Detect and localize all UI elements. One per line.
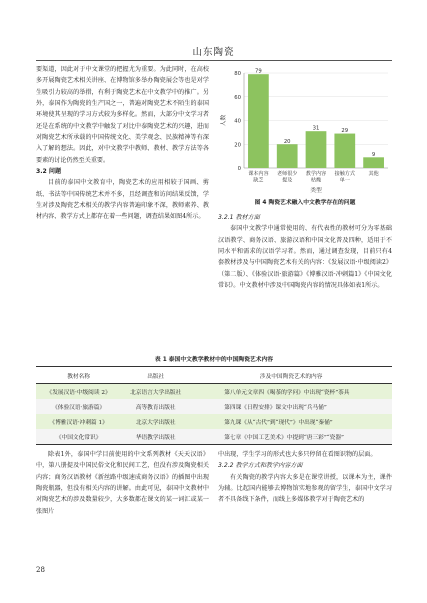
paragraph: 有关陶瓷的教学内容大多是在课堂讲授，以课本为主，课件为辅。比起国内能够去博物馆实地参观的留学生，泰国中文学习者不具备线下条件，而线上多媒体教学对于陶瓷艺术的 xyxy=(218,473,392,504)
table-row xyxy=(36,384,392,400)
data-label: 31 xyxy=(312,125,320,132)
x-tick-label: 其他 xyxy=(368,171,379,177)
left-column-top xyxy=(36,64,209,223)
y-tick-label: 0 xyxy=(237,166,241,172)
table-row xyxy=(36,429,392,445)
y-tick-label: 60 xyxy=(234,94,241,101)
x-tick-label: 教学内容 xyxy=(305,171,327,177)
paragraph: 目前的泰国中文教育中，陶瓷艺术的应用相较于国画、剪纸、书法等中国传统艺术并不多，且经调查和访问结果反馈，学生对涉及陶瓷艺术相关的教学内容普遍印象不深，教师素养、教材内容、教学方式上都存在着一些问题，调查结果如图4所示。 xyxy=(36,179,209,221)
bar xyxy=(334,134,355,168)
section-heading-3-2-1: 3.2.1 教材方面 xyxy=(218,214,260,221)
table-cell: 第七章《中国工艺美术》中提到“唐三彩”“瓷器” xyxy=(190,429,392,445)
x-tick-label: 老师很少 xyxy=(277,171,298,177)
table-caption: 表 1 泰国中文教学教材中的中国陶瓷艺术内容 xyxy=(154,357,274,363)
paragraph: 泰国中文教学中通常使用的、有代表性的教材可分为零基础汉语教学、商务汉语、旅游汉语和中国文化普及四种，适用于不同水平和需求的汉语学习者。然而，通过调查发现，目前只有4套教材涉及与中国陶瓷艺术有关的内容：《发展汉语·中级阅读2》（第二版）、《体验汉语·旅游篇》《博雅汉语·冲刺篇1》《中国文化常识》。中文教材中涉及中国陶瓷内容的情况具体如表1所示。 xyxy=(218,225,392,290)
bar-chart xyxy=(218,65,392,195)
paragraph: 要渠道，因此对于中文课堂的把握尤为重要。为此同时，在高校多开展陶瓷艺术相关讲座、在博物馆多举办陶瓷展会等也是对学生吸引力较高的举措，有利于陶瓷艺术在中文教学中的推广。另外，泰国作为陶瓷的生产国之一，普遍对陶瓷艺术不陌生的泰国环境使其呈现的学习方式较为多样化。然而，大部分中文学习者还是在系统的中文教学中触发了对比中泰陶瓷艺术的兴趣，进而对陶瓷艺术所承载的中国传统文化、美学观念、民族精神等有深入了解的想法。因此，对中文教学中教师、教材、教学方法等各要素的讨论仍然至关重要。 xyxy=(36,66,209,164)
y-tick-label: 40 xyxy=(234,118,241,125)
table-cell: 第八单元文章四《喝茶的学问》中出现“瓷杯”茶具 xyxy=(190,384,392,400)
table-row xyxy=(36,414,392,429)
x-tick-label: 提及 xyxy=(282,177,293,184)
running-header: 山东陶瓷 xyxy=(192,47,235,58)
y-tick-label: 80 xyxy=(234,71,241,77)
x-tick-label: 接触方式 xyxy=(334,171,355,177)
data-label: 20 xyxy=(283,138,291,145)
table-cell: 《体验汉语·旅游篇》 xyxy=(36,399,121,414)
x-tick-label: 缺乏 xyxy=(253,177,264,184)
table-cell: 北京语言大学出版社 xyxy=(121,384,190,400)
bar xyxy=(363,157,384,168)
page-number: 28 xyxy=(36,566,45,574)
y-axis-label: 人数 xyxy=(221,114,227,127)
table-cell: 第四课《日程安排》课文中出现“兵马俑” xyxy=(190,399,392,414)
column-header: 涉及中国陶瓷艺术的内容 xyxy=(190,367,392,384)
bar xyxy=(248,74,269,168)
table-cell: 《发展汉语·中级阅读 2》 xyxy=(36,384,121,400)
right-column-bottom xyxy=(218,449,392,506)
table-cell: 第九课《从“古代”到“现代”》中出现“秦俑” xyxy=(190,414,392,429)
bar xyxy=(277,144,298,168)
column-header: 出版社 xyxy=(121,367,190,384)
x-tick-label: 课本内容 xyxy=(248,171,269,177)
figure-caption: 图 4 陶瓷艺术融入中文教学存在的问题 xyxy=(254,200,356,206)
paragraph: 中出现，学生学习的形式也大多只停留在看图识物的层面。 xyxy=(218,451,377,458)
table-cell: 华语教学出版社 xyxy=(121,429,190,445)
paragraph: 除表1外，泰国中学目前使用的中文系列教材《天天汉语》中，第八册提及中国民俗文化和民间工艺，但没有涉及陶瓷相关内容；商务汉语教材《新丝路中级速成商务汉语》的插图中出现陶瓷瓶器，但没有相关内容的讲解。由此可见，泰国中文教材中对陶瓷艺术的涉及数量较少，大多数都在课文的某一词汇或某一张图片 xyxy=(36,451,209,515)
column-header: 教材名称 xyxy=(36,367,121,384)
section-heading-3-2-2: 3.2.2 教学方式和教学内容方面 xyxy=(218,462,303,470)
data-label: 79 xyxy=(255,68,262,75)
left-column-bottom xyxy=(36,449,209,517)
table-row xyxy=(36,399,392,414)
header-rule xyxy=(36,60,392,61)
x-tick-label: 枯燥 xyxy=(310,177,322,184)
data-label: 29 xyxy=(341,128,349,135)
section-heading-3-2: 3.2 问题 xyxy=(36,168,62,176)
table-cell: 《博雅汉语·冲刺篇 1》 xyxy=(36,414,121,429)
textbook-table xyxy=(36,366,392,445)
table-cell: 北京大学出版社 xyxy=(121,414,190,429)
y-tick-label: 20 xyxy=(234,142,241,149)
table-cell: 高等教育出版社 xyxy=(121,399,190,414)
bar xyxy=(306,131,327,168)
x-axis-label: 类型 xyxy=(310,188,322,194)
right-column-top xyxy=(218,212,392,291)
figure-4-chart xyxy=(218,65,392,195)
data-label: 9 xyxy=(371,151,376,158)
table-header-row xyxy=(36,367,392,384)
x-tick-label: 单一 xyxy=(339,177,350,184)
table-cell: 《中国文化常识》 xyxy=(36,429,121,445)
